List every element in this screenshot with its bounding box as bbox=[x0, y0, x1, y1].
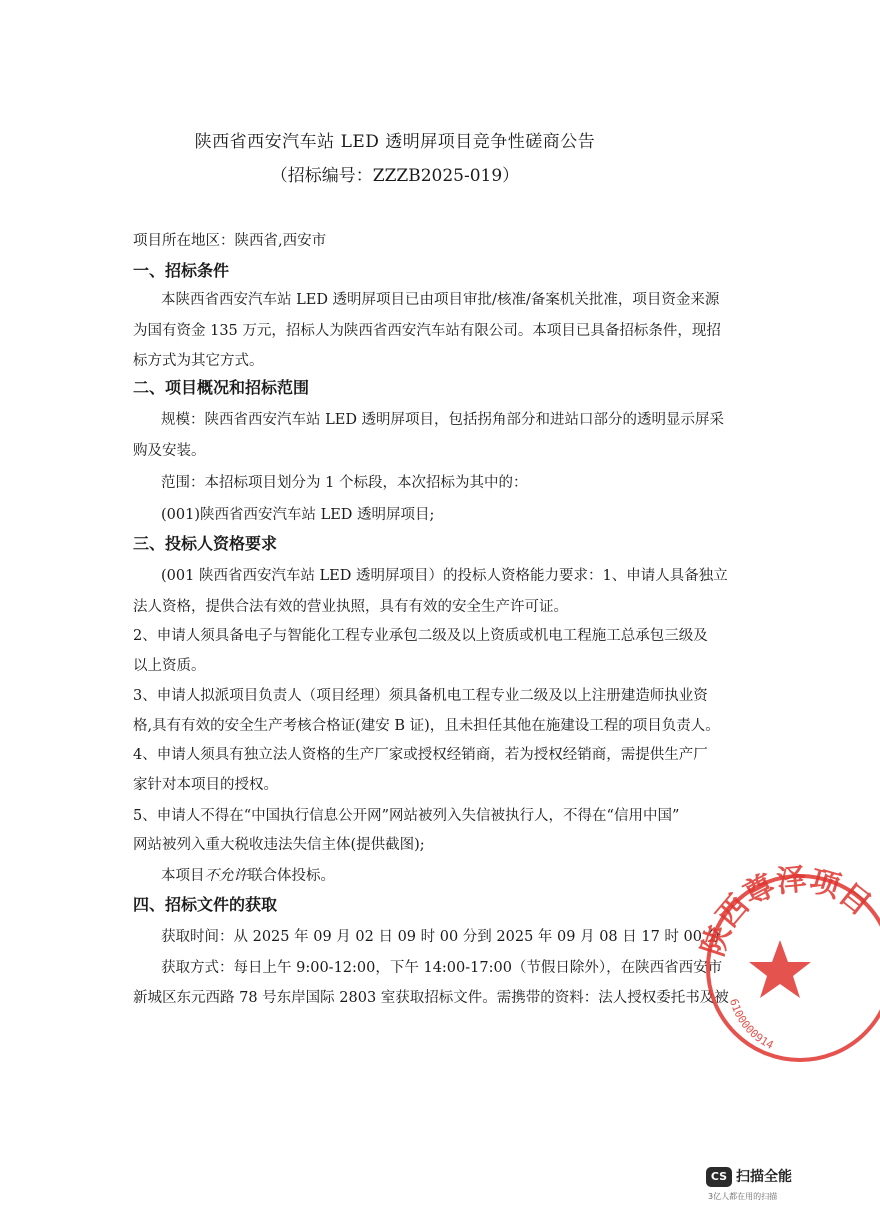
paragraph-line: 家针对本项目的授权。 bbox=[133, 777, 278, 793]
section-heading-2: 二、项目概况和招标范围 bbox=[133, 378, 310, 397]
section-heading-4: 四、招标文件的获取 bbox=[133, 895, 278, 914]
paragraph-line: 3、申请人拟派项目负责人（项目经理）须具备机电工程专业二级及以上注册建造师执业资 bbox=[133, 688, 708, 704]
paragraph-line: 规模：陕西省西安汽车站 LED 透明屏项目，包括拐角部分和进站口部分的透明显示屏采 bbox=[161, 412, 725, 428]
consortium-suffix: 联合体投标。 bbox=[248, 868, 335, 884]
paragraph-line: 获取方式：每日上午 9:00-12:00，下午 14:00-17:00（节假日除外），在陕西省西安市 bbox=[161, 960, 723, 976]
paragraph-line: (001)陕西省西安汽车站 LED 透明屏项目; bbox=[161, 507, 435, 523]
paragraph-line: 本陕西省西安汽车站 LED 透明屏项目已由项目审批/核准/备案机关批准，项目资金来源 bbox=[161, 292, 720, 308]
paragraph-line: 格,具有有效的安全生产考核合格证(建安 B 证)，且未担任其他在施建设工程的项目负责人。 bbox=[133, 718, 720, 734]
consortium-prefix: 本项目 bbox=[161, 868, 205, 884]
document-title: 陕西省西安汽车站 LED 透明屏项目竞争性磋商公告 bbox=[194, 132, 596, 152]
title-block bbox=[0, 128, 790, 190]
section-heading-3: 三、投标人资格要求 bbox=[133, 534, 278, 553]
scanner-app-tagline: 3亿人都在用的扫描 bbox=[708, 1192, 778, 1201]
paragraph-line: 4、申请人须具有独立法人资格的生产厂家或授权经销商，若为授权经销商，需提供生产厂 bbox=[133, 747, 708, 763]
paragraph-line: 法人资格，提供合法有效的营业执照，具有有效的安全生产许可证。 bbox=[133, 599, 568, 615]
consortium-not-allowed: 不允许 bbox=[204, 868, 248, 884]
seal-star-icon bbox=[749, 940, 811, 998]
project-location: 项目所在地区：陕西省,西安市 bbox=[133, 233, 327, 249]
paragraph-line: 为国有资金 135 万元，招标人为陕西省西安汽车站有限公司。本项目已具备招标条件，现招 bbox=[133, 323, 721, 339]
paragraph-line: 新城区东元西路 78 号东岸国际 2803 室获取招标文件。需携带的资料：法人授权委托书及被 bbox=[133, 990, 729, 1006]
scanner-app-badge bbox=[706, 1163, 790, 1203]
seal-text: 陕西尊泽项目 bbox=[695, 862, 878, 961]
paragraph-line: 网站被列入重大税收违法失信主体(提供截图); bbox=[133, 837, 425, 853]
paragraph-line: 范围：本招标项目划分为 1 个标段，本次招标为其中的： bbox=[161, 475, 528, 491]
section-heading-1: 一、招标条件 bbox=[133, 261, 230, 280]
paragraph-line: 5、申请人不得在“中国执行信息公开网”网站被列入失信被执行人，不得在“信用中国” bbox=[133, 808, 680, 824]
paragraph-line: 购及安装。 bbox=[133, 443, 206, 459]
paragraph-line: 标方式为其它方式。 bbox=[133, 353, 264, 369]
scanner-app-name: 扫描全能 bbox=[736, 1169, 792, 1185]
paragraph-line: 获取时间：从 2025 年 09 月 02 日 09 时 00 分到 2025 年 09 月 08 日 17 时 00 分 bbox=[161, 929, 722, 945]
svg-text:陕西尊泽项目 bbox=[696, 862, 878, 960]
company-seal-stamp bbox=[695, 860, 880, 1060]
document-subtitle: （招标编号：ZZZB2025-019） bbox=[270, 166, 520, 186]
paragraph-line: 以上资质。 bbox=[133, 658, 206, 674]
seal-number: 6100000914 bbox=[727, 997, 776, 1052]
paragraph-line: (001 陕西省西安汽车站 LED 透明屏项目）的投标人资格能力要求：1、申请人具备独立 bbox=[161, 568, 728, 584]
consortium-note bbox=[161, 866, 335, 886]
camscanner-logo-icon: CS bbox=[706, 1167, 732, 1187]
paragraph-line: 2、申请人须具备电子与智能化工程专业承包二级及以上资质或机电工程施工总承包三级及 bbox=[133, 628, 708, 644]
